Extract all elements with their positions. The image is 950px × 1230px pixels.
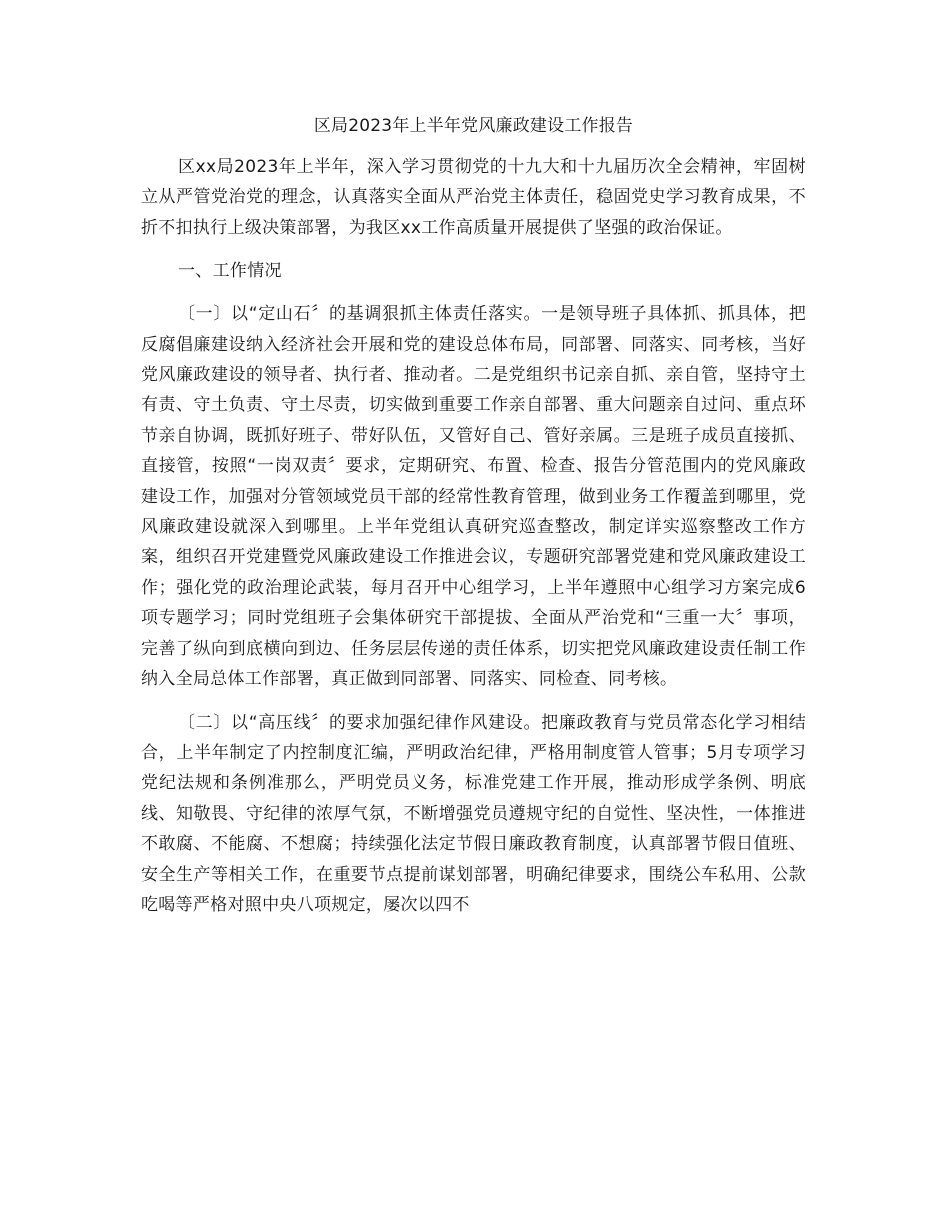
document-title: 区局2023年上半年党风廉政建设工作报告 bbox=[313, 116, 634, 136]
paragraph-discipline: 〔二〕以“高压线〞的要求加强纪律作风建设。把廉政教育与党员常态化学习相结合，上半年制定了内控制度汇编，严明政治纪律，严格用制度管人管事；5月专项学习党纪法规和条例准那么，严明党员义务，标准党建工作开展，推动形成学条例、明底线、知敬畏、守纪律的浓厚气氛，不断增强党员遵规守纪的自觉性、坚决性，一体推进不敢腐、不能腐、不想腐；持续强化法定节假日廉政教育制度，认真部署节假日值班、安全生产等相关工作，在重要节点提前谋划部署，明确纪律要求，围绕公车私用、公款吃喝等严格对照中央八项规定，屡次以四不 bbox=[141, 712, 806, 915]
intro-paragraph: 区xx局2023年上半年，深入学习贯彻党的十九大和十九届历次全会精神，牢固树立从严管党治党的理念，认真落实全面从严治党主体责任，稳固党史学习教育成果，不折不扣执行上级决策部署，为我区xx工作高质量开展提供了坚强的政治保证。 bbox=[141, 157, 806, 238]
paragraph-responsibility: 〔一〕以“定山石〞的基调狠抓主体责任落实。一是领导班子具体抓、抓具体，把反腐倡廉建设纳入经济社会开展和党的建设总体布局，同部署、同落实、同考核，当好党风廉政建设的领导者、执行者、推动者。二是党组织书记亲自抓、亲自管，坚持守土有责、守土负责、守土尽责，切实做到重要工作亲自部署、重大问题亲自过问、重点环节亲自协调，既抓好班子、带好队伍，又管好自己、管好亲属。三是班子成员直接抓、直接管，按照“一岗双责〞要求，定期研究、布置、检查、报告分管范围内的党风廉政建设工作，加强对分管领域党员干部的经常性教育管理，做到业务工作覆盖到哪里，党风廉政建设就深入到哪里。上半年党组认真研究巡查整改，制定详实巡察整改工作方案，组织召开党建暨党风廉政建设工作推进会议，专题研究部署党建和党风廉政建设工作；强化党的政治理论武装，每月召开中心组学习，上半年遵照中心组学习方案完成6项专题学习；同时党组班子会集体研究干部提拔、全面从严治党和“三重一大〞事项，完善了纵向到底横向到边、任务层层传递的责任体系，切实把党风廉政建设责任制工作纳入全局总体工作部署，真正做到同部署、同落实、同检查、同考核。 bbox=[141, 304, 806, 690]
section-heading: 一、工作情况 bbox=[178, 261, 282, 282]
